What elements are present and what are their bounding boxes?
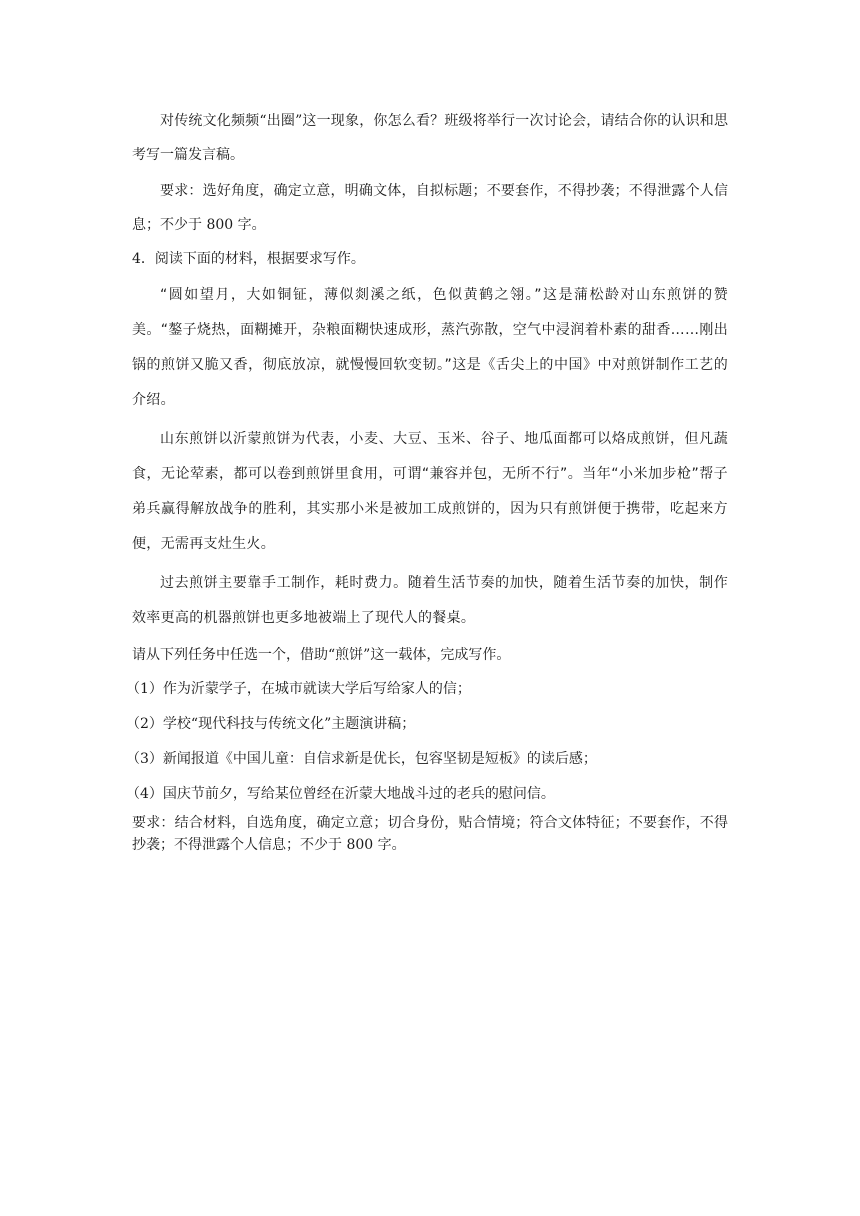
material-paragraph-2: 山东煎饼以沂蒙煎饼为代表，小麦、大豆、玉米、谷子、地瓜面都可以烙成煎饼，但凡蔬食，无论荤素，都可以卷到煎饼里食用，可谓“兼容并包，无所不行”。当年“小米加步枪”帮子弟兵赢得解放战争的胜利，其实那小米是被加工成煎饼的，因为只有煎饼便于携带，吃起来方便，无需再支灶生火。 xyxy=(132,431,728,552)
document-page xyxy=(126,104,728,856)
requirement-text: 要求：结合材料，自选角度，确定立意；切合身份，贴合情境；符合文体特征；不要套作，不得抄袭；不得泄露个人信息；不少于 800 字。 xyxy=(132,815,728,853)
task-item-3: （3）新闻报道《中国儿童：自信求新是优长，包容坚韧是短板》的读后感； xyxy=(126,751,597,767)
task-intro: 请从下列任务中任选一个，借助“煎饼”这一载体，完成写作。 xyxy=(132,647,511,663)
material-paragraph-1: “圆如望月，大如铜钲，薄似剡溪之纸，色似黄鹤之翎。”这是蒲松龄对山东煎饼的赞美。“鏊子烧热，面糊摊开，杂粮面糊快速成形，蒸汽弥散，空气中浸润着朴素的甜香……刚出锅的煎饼又脆又香，彻底放凉，就慢慢回软变韧。”这是《舌尖上的中国》中对煎饼制作工艺的介绍。 xyxy=(132,287,728,408)
task-item-4: （4）国庆节前夕，写给某位曾经在沂蒙大地战斗过的老兵的慰问信。 xyxy=(126,786,555,802)
question-4-heading: 4．阅读下面的材料，根据要求写作。 xyxy=(132,251,365,267)
intro-paragraph-1: 对传统文化频频“出圈”这一现象，你怎么看？班级将举行一次讨论会，请结合你的认识和思考写一篇发言稿。 xyxy=(132,113,728,163)
task-item-2: （2）学校“现代科技与传统文化”主题演讲稿； xyxy=(126,716,416,732)
material-paragraph-3: 过去煎饼主要靠手工制作，耗时费力。随着生活节奏的加快，随着生活节奏的加快，制作效率更高的机器煎饼也更多地被端上了现代人的餐桌。 xyxy=(132,575,728,626)
intro-paragraph-2: 要求：选好角度，确定立意，明确文体，自拟标题；不要套作，不得抄袭；不得泄露个人信息；不少于 800 字。 xyxy=(132,183,728,233)
task-item-1: （1）作为沂蒙学子，在城市就读大学后写给家人的信； xyxy=(126,681,471,697)
